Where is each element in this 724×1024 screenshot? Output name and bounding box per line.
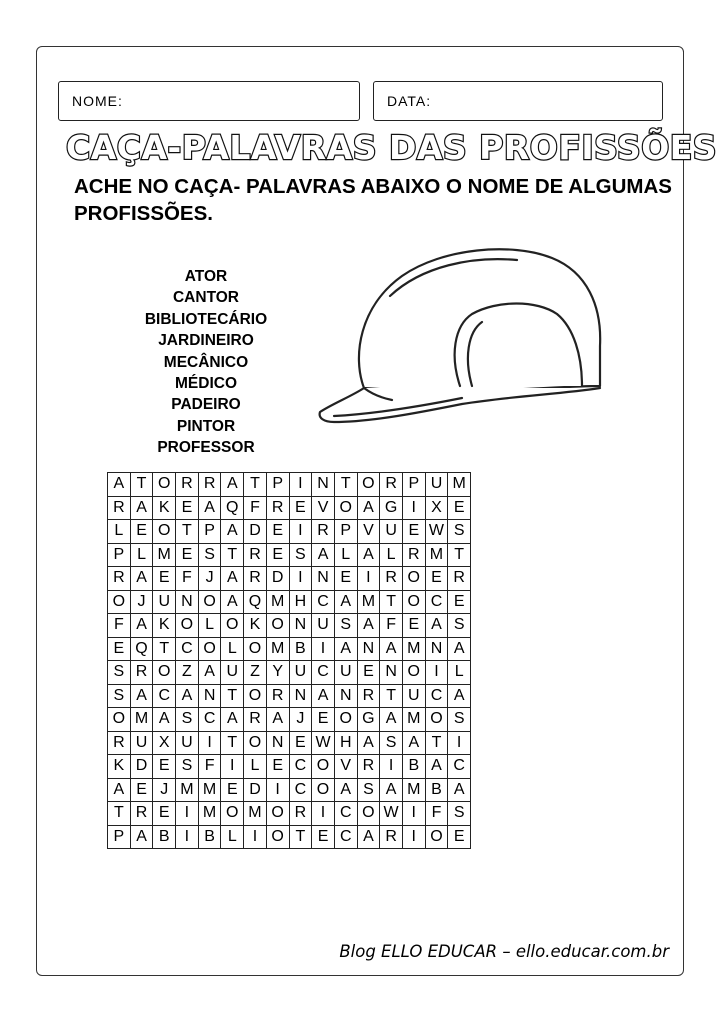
grid-cell[interactable]: Q — [221, 496, 244, 520]
word-item: BIBLIOTECÁRIO — [144, 310, 268, 328]
grid-cell[interactable]: A — [221, 590, 244, 614]
grid-cell[interactable]: J — [130, 590, 153, 614]
grid-cell[interactable]: S — [357, 778, 380, 802]
grid-cell[interactable]: N — [289, 614, 312, 638]
grid-cell[interactable]: U — [380, 520, 403, 544]
grid-cell[interactable]: Z — [176, 661, 199, 685]
grid-cell[interactable]: M — [266, 590, 289, 614]
grid-cell[interactable]: A — [221, 567, 244, 591]
grid-cell[interactable]: R — [176, 473, 199, 497]
grid-cell[interactable]: S — [448, 708, 471, 732]
grid-cell[interactable]: C — [448, 755, 471, 779]
grid-cell[interactable]: E — [312, 825, 335, 849]
instructions: ACHE NO CAÇA- PALAVRAS ABAIXO O NOME DE ALGUMAS PROFISSÕES. — [74, 175, 672, 225]
grid-cell[interactable]: T — [380, 590, 403, 614]
name-label: NOME: — [72, 93, 123, 109]
grid-row — [108, 637, 471, 661]
word-item: JARDINEIRO — [158, 332, 254, 350]
grid-row — [108, 755, 471, 779]
grid-cell[interactable]: S — [334, 614, 357, 638]
grid-cell[interactable]: L — [198, 614, 221, 638]
grid-cell[interactable]: D — [130, 755, 153, 779]
grid-cell[interactable]: C — [334, 825, 357, 849]
grid-cell[interactable]: O — [357, 802, 380, 826]
date-label: DATA: — [387, 93, 432, 109]
grid-cell[interactable]: M — [357, 590, 380, 614]
grid-cell[interactable]: A — [198, 496, 221, 520]
grid-cell[interactable]: D — [244, 778, 267, 802]
grid-cell[interactable]: I — [402, 825, 425, 849]
grid-cell[interactable]: U — [402, 684, 425, 708]
grid-cell[interactable]: E — [266, 755, 289, 779]
grid-cell[interactable]: N — [357, 637, 380, 661]
grid-cell[interactable]: L — [380, 543, 403, 567]
grid-cell[interactable]: E — [289, 496, 312, 520]
grid-cell[interactable]: E — [153, 567, 176, 591]
grid-cell[interactable]: R — [312, 520, 335, 544]
grid-cell[interactable]: E — [221, 778, 244, 802]
grid-cell[interactable]: R — [244, 708, 267, 732]
grid-cell[interactable]: A — [312, 684, 335, 708]
grid-cell[interactable]: R — [380, 567, 403, 591]
grid-cell[interactable]: P — [108, 825, 131, 849]
grid-cell[interactable]: M — [402, 778, 425, 802]
grid-cell[interactable]: S — [448, 520, 471, 544]
grid-cell[interactable]: O — [198, 590, 221, 614]
grid-cell[interactable]: A — [425, 614, 448, 638]
grid-cell[interactable]: U — [130, 731, 153, 755]
grid-cell[interactable]: R — [448, 567, 471, 591]
grid-cell[interactable]: A — [130, 825, 153, 849]
grid-cell[interactable]: I — [312, 637, 335, 661]
grid-cell[interactable]: H — [334, 731, 357, 755]
grid-cell[interactable]: T — [289, 825, 312, 849]
grid-cell[interactable]: S — [448, 802, 471, 826]
grid-cell[interactable]: E — [176, 543, 199, 567]
grid-cell[interactable]: A — [266, 708, 289, 732]
grid-cell[interactable]: O — [357, 473, 380, 497]
grid-cell[interactable]: A — [312, 543, 335, 567]
grid-cell[interactable]: T — [380, 684, 403, 708]
grid-cell[interactable]: O — [244, 731, 267, 755]
word-item: MÉDICO — [175, 375, 237, 393]
grid-cell[interactable]: N — [289, 684, 312, 708]
grid-cell[interactable]: P — [266, 473, 289, 497]
grid-cell[interactable]: M — [244, 802, 267, 826]
grid-cell[interactable]: R — [130, 802, 153, 826]
grid-cell[interactable]: B — [153, 825, 176, 849]
grid-row — [108, 802, 471, 826]
grid-cell[interactable]: R — [244, 567, 267, 591]
grid-cell[interactable]: O — [402, 590, 425, 614]
grid-cell[interactable]: B — [198, 825, 221, 849]
grid-cell[interactable]: M — [153, 543, 176, 567]
grid-cell[interactable]: A — [108, 473, 131, 497]
grid-cell[interactable]: U — [176, 731, 199, 755]
grid-cell[interactable]: O — [198, 637, 221, 661]
grid-cell[interactable]: M — [130, 708, 153, 732]
grid-cell[interactable]: E — [312, 708, 335, 732]
grid-cell[interactable]: R — [380, 825, 403, 849]
grid-cell[interactable]: I — [266, 778, 289, 802]
grid-cell[interactable]: R — [402, 543, 425, 567]
grid-cell[interactable]: C — [289, 778, 312, 802]
grid-cell[interactable]: J — [198, 567, 221, 591]
grid-cell[interactable]: E — [448, 590, 471, 614]
grid-cell[interactable]: O — [108, 590, 131, 614]
grid-cell[interactable]: X — [425, 496, 448, 520]
grid-cell[interactable]: N — [312, 473, 335, 497]
grid-cell[interactable]: J — [153, 778, 176, 802]
grid-cell[interactable]: F — [380, 614, 403, 638]
grid-cell[interactable]: E — [176, 496, 199, 520]
grid-cell[interactable]: R — [357, 755, 380, 779]
grid-cell[interactable]: I — [289, 520, 312, 544]
word-item: ATOR — [184, 268, 228, 285]
grid-cell[interactable]: N — [266, 731, 289, 755]
grid-cell[interactable]: C — [312, 661, 335, 685]
grid-cell[interactable]: N — [198, 684, 221, 708]
grid-cell[interactable]: M — [402, 708, 425, 732]
grid-cell[interactable]: I — [448, 731, 471, 755]
grid-row — [108, 731, 471, 755]
grid-cell[interactable]: I — [221, 755, 244, 779]
word-item: CANTOR — [172, 289, 240, 307]
grid-cell[interactable]: S — [448, 614, 471, 638]
grid-cell[interactable]: E — [289, 731, 312, 755]
grid-cell[interactable]: O — [153, 661, 176, 685]
grid-cell[interactable]: A — [108, 778, 131, 802]
grid-cell[interactable]: S — [176, 708, 199, 732]
grid-cell[interactable]: A — [357, 731, 380, 755]
grid-cell[interactable]: I — [198, 731, 221, 755]
grid-cell[interactable]: M — [198, 778, 221, 802]
grid-cell[interactable]: B — [425, 778, 448, 802]
grid-cell[interactable]: U — [289, 661, 312, 685]
grid-cell[interactable]: R — [380, 473, 403, 497]
grid-cell[interactable]: A — [176, 684, 199, 708]
grid-cell[interactable]: E — [402, 520, 425, 544]
grid-cell[interactable]: M — [198, 802, 221, 826]
grid-cell[interactable]: P — [198, 520, 221, 544]
grid-cell[interactable]: H — [289, 590, 312, 614]
grid-cell[interactable]: C — [153, 684, 176, 708]
grid-cell[interactable]: A — [380, 708, 403, 732]
grid-cell[interactable]: Y — [266, 661, 289, 685]
grid-cell[interactable]: R — [244, 543, 267, 567]
grid-cell[interactable]: G — [380, 496, 403, 520]
grid-cell[interactable]: M — [448, 473, 471, 497]
grid-row — [108, 708, 471, 732]
grid-cell[interactable]: W — [380, 802, 403, 826]
grid-cell[interactable]: O — [266, 825, 289, 849]
grid-cell[interactable]: N — [380, 661, 403, 685]
grid-cell[interactable]: O — [244, 637, 267, 661]
grid-cell[interactable]: S — [380, 731, 403, 755]
grid-cell[interactable]: F — [198, 755, 221, 779]
grid-cell[interactable]: R — [108, 567, 131, 591]
grid-cell[interactable]: Q — [130, 637, 153, 661]
grid-cell[interactable]: T — [221, 684, 244, 708]
grid-cell[interactable]: T — [334, 473, 357, 497]
grid-cell[interactable]: A — [334, 590, 357, 614]
grid-cell[interactable]: A — [357, 825, 380, 849]
grid-cell[interactable]: O — [266, 802, 289, 826]
grid-cell[interactable]: L — [108, 520, 131, 544]
grid-cell[interactable]: D — [244, 520, 267, 544]
grid-cell[interactable]: A — [448, 684, 471, 708]
grid-cell[interactable]: M — [266, 637, 289, 661]
grid-row — [108, 496, 471, 520]
grid-cell[interactable]: R — [130, 661, 153, 685]
grid-cell[interactable]: J — [289, 708, 312, 732]
grid-cell[interactable]: R — [289, 802, 312, 826]
grid-cell[interactable]: M — [402, 637, 425, 661]
grid-cell[interactable]: I — [357, 567, 380, 591]
grid-cell[interactable]: E — [130, 778, 153, 802]
grid-cell[interactable]: T — [176, 520, 199, 544]
grid-cell[interactable]: N — [425, 637, 448, 661]
grid-cell[interactable]: E — [448, 825, 471, 849]
grid-row — [108, 684, 471, 708]
grid-cell[interactable]: O — [312, 778, 335, 802]
grid-cell[interactable]: K — [153, 496, 176, 520]
grid-cell[interactable]: T — [221, 543, 244, 567]
grid-cell[interactable]: A — [380, 778, 403, 802]
grid-cell[interactable]: A — [357, 496, 380, 520]
grid-cell[interactable]: E — [153, 802, 176, 826]
word-item: PINTOR — [176, 417, 236, 435]
grid-cell[interactable]: A — [221, 708, 244, 732]
grid-cell[interactable]: E — [402, 614, 425, 638]
word-item: MECÂNICO — [163, 353, 249, 371]
grid-cell[interactable]: T — [221, 731, 244, 755]
grid-cell[interactable]: E — [153, 755, 176, 779]
grid-cell[interactable]: E — [357, 661, 380, 685]
grid-cell[interactable]: P — [108, 543, 131, 567]
grid-cell[interactable]: T — [130, 473, 153, 497]
hard-hat-illustration — [312, 236, 612, 446]
grid-cell[interactable]: O — [176, 614, 199, 638]
grid-cell[interactable]: I — [312, 802, 335, 826]
grid-cell[interactable]: T — [244, 473, 267, 497]
grid-cell[interactable]: O — [153, 473, 176, 497]
grid-cell[interactable]: A — [198, 661, 221, 685]
grid-cell[interactable]: A — [357, 543, 380, 567]
grid-cell[interactable]: L — [221, 637, 244, 661]
grid-cell[interactable]: A — [380, 637, 403, 661]
grid-cell[interactable]: T — [108, 802, 131, 826]
grid-cell[interactable]: C — [176, 637, 199, 661]
grid-cell[interactable]: A — [130, 496, 153, 520]
grid-cell[interactable]: E — [108, 637, 131, 661]
grid-cell[interactable]: A — [130, 684, 153, 708]
grid-cell[interactable]: N — [312, 567, 335, 591]
word-item: PADEIRO — [171, 396, 241, 414]
grid-cell[interactable]: A — [334, 637, 357, 661]
word-item: PROFESSOR — [157, 439, 255, 457]
grid-cell[interactable]: W — [425, 520, 448, 544]
grid-cell[interactable]: A — [448, 778, 471, 802]
grid-cell[interactable]: N — [176, 590, 199, 614]
grid-cell[interactable]: U — [153, 590, 176, 614]
grid-cell[interactable]: O — [266, 614, 289, 638]
grid-cell[interactable]: S — [289, 543, 312, 567]
grid-cell[interactable]: I — [425, 661, 448, 685]
grid-cell[interactable]: I — [176, 802, 199, 826]
word-list — [120, 266, 292, 459]
grid-cell[interactable]: C — [312, 590, 335, 614]
grid-row — [108, 590, 471, 614]
grid-cell[interactable]: D — [266, 567, 289, 591]
grid-cell[interactable]: O — [402, 567, 425, 591]
grid-cell[interactable]: G — [357, 708, 380, 732]
grid-cell[interactable]: O — [244, 684, 267, 708]
name-field[interactable] — [58, 81, 360, 121]
grid-cell[interactable]: U — [425, 473, 448, 497]
grid-cell[interactable]: A — [357, 614, 380, 638]
grid-cell[interactable]: T — [425, 731, 448, 755]
grid-row — [108, 661, 471, 685]
grid-row — [108, 567, 471, 591]
grid-cell[interactable]: K — [153, 614, 176, 638]
grid-cell[interactable]: A — [425, 755, 448, 779]
grid-cell[interactable]: L — [334, 543, 357, 567]
grid-cell[interactable]: A — [221, 473, 244, 497]
grid-row — [108, 543, 471, 567]
grid-cell[interactable]: V — [357, 520, 380, 544]
grid-row — [108, 778, 471, 802]
grid-cell[interactable]: E — [448, 496, 471, 520]
grid-cell[interactable]: V — [334, 755, 357, 779]
grid-cell[interactable]: U — [334, 661, 357, 685]
grid-cell[interactable]: K — [244, 614, 267, 638]
grid-cell[interactable]: R — [357, 684, 380, 708]
grid-cell[interactable]: E — [425, 567, 448, 591]
grid-cell[interactable]: S — [198, 543, 221, 567]
grid-row — [108, 520, 471, 544]
date-field[interactable] — [373, 81, 663, 121]
grid-cell[interactable]: W — [312, 731, 335, 755]
grid-cell[interactable]: V — [312, 496, 335, 520]
grid-cell[interactable]: R — [266, 496, 289, 520]
grid-cell[interactable]: A — [221, 520, 244, 544]
grid-cell[interactable]: S — [108, 684, 131, 708]
grid-cell[interactable]: R — [198, 473, 221, 497]
grid-cell[interactable]: I — [402, 802, 425, 826]
grid-cell[interactable]: I — [176, 825, 199, 849]
grid-cell[interactable]: C — [289, 755, 312, 779]
grid-cell[interactable]: R — [108, 731, 131, 755]
grid-cell[interactable]: O — [153, 520, 176, 544]
grid-cell[interactable]: C — [334, 802, 357, 826]
grid-cell[interactable]: O — [221, 614, 244, 638]
grid-cell[interactable]: X — [153, 731, 176, 755]
page-title: CAÇA-PALAVRAS DAS PROFISSÕES — [66, 128, 718, 167]
grid-cell[interactable]: S — [176, 755, 199, 779]
grid-cell[interactable]: Q — [244, 590, 267, 614]
grid-cell[interactable]: I — [289, 473, 312, 497]
grid-cell[interactable]: O — [402, 661, 425, 685]
word-search-grid — [107, 472, 471, 849]
grid-cell[interactable]: A — [130, 614, 153, 638]
grid-cell[interactable]: S — [108, 661, 131, 685]
grid-cell[interactable]: M — [176, 778, 199, 802]
grid-row — [108, 473, 471, 497]
grid-cell[interactable]: A — [153, 708, 176, 732]
grid-cell[interactable]: M — [425, 543, 448, 567]
grid-cell[interactable]: L — [244, 755, 267, 779]
grid-cell[interactable]: E — [266, 543, 289, 567]
grid-cell[interactable]: F — [108, 614, 131, 638]
grid-cell[interactable]: N — [334, 684, 357, 708]
grid-cell[interactable]: T — [153, 637, 176, 661]
grid-cell[interactable]: O — [425, 708, 448, 732]
grid-cell[interactable]: O — [334, 496, 357, 520]
grid-cell[interactable]: Z — [244, 661, 267, 685]
grid-cell[interactable]: O — [108, 708, 131, 732]
grid-cell[interactable]: U — [221, 661, 244, 685]
grid-cell[interactable]: L — [130, 543, 153, 567]
grid-cell[interactable]: U — [312, 614, 335, 638]
grid-row — [108, 825, 471, 849]
footer-credit: Blog ELLO EDUCAR – ello.educar.com.br — [339, 942, 669, 961]
grid-cell[interactable]: C — [425, 684, 448, 708]
grid-cell[interactable]: O — [312, 755, 335, 779]
grid-cell[interactable]: C — [198, 708, 221, 732]
grid-cell[interactable]: B — [289, 637, 312, 661]
grid-cell[interactable]: L — [221, 825, 244, 849]
grid-cell[interactable]: R — [266, 684, 289, 708]
grid-cell[interactable]: A — [402, 731, 425, 755]
grid-cell[interactable]: I — [244, 825, 267, 849]
grid-cell[interactable]: E — [266, 520, 289, 544]
grid-cell[interactable]: I — [289, 567, 312, 591]
grid-row — [108, 614, 471, 638]
grid-cell[interactable]: A — [448, 637, 471, 661]
grid-cell[interactable]: I — [380, 755, 403, 779]
grid-cell[interactable]: E — [334, 567, 357, 591]
grid-cell[interactable]: B — [402, 755, 425, 779]
grid-cell[interactable]: C — [425, 590, 448, 614]
grid-cell[interactable]: P — [334, 520, 357, 544]
grid-cell[interactable]: P — [402, 473, 425, 497]
grid-cell[interactable]: L — [448, 661, 471, 685]
grid-cell[interactable]: R — [108, 496, 131, 520]
grid-cell[interactable]: K — [108, 755, 131, 779]
grid-cell[interactable]: F — [425, 802, 448, 826]
grid-cell[interactable]: A — [130, 567, 153, 591]
grid-cell[interactable]: O — [334, 708, 357, 732]
grid-cell[interactable]: E — [130, 520, 153, 544]
grid-cell[interactable]: O — [425, 825, 448, 849]
grid-cell[interactable]: A — [334, 778, 357, 802]
grid-cell[interactable]: I — [402, 496, 425, 520]
grid-cell[interactable]: F — [244, 496, 267, 520]
grid-cell[interactable]: T — [448, 543, 471, 567]
grid-cell[interactable]: O — [221, 802, 244, 826]
grid-cell[interactable]: F — [176, 567, 199, 591]
